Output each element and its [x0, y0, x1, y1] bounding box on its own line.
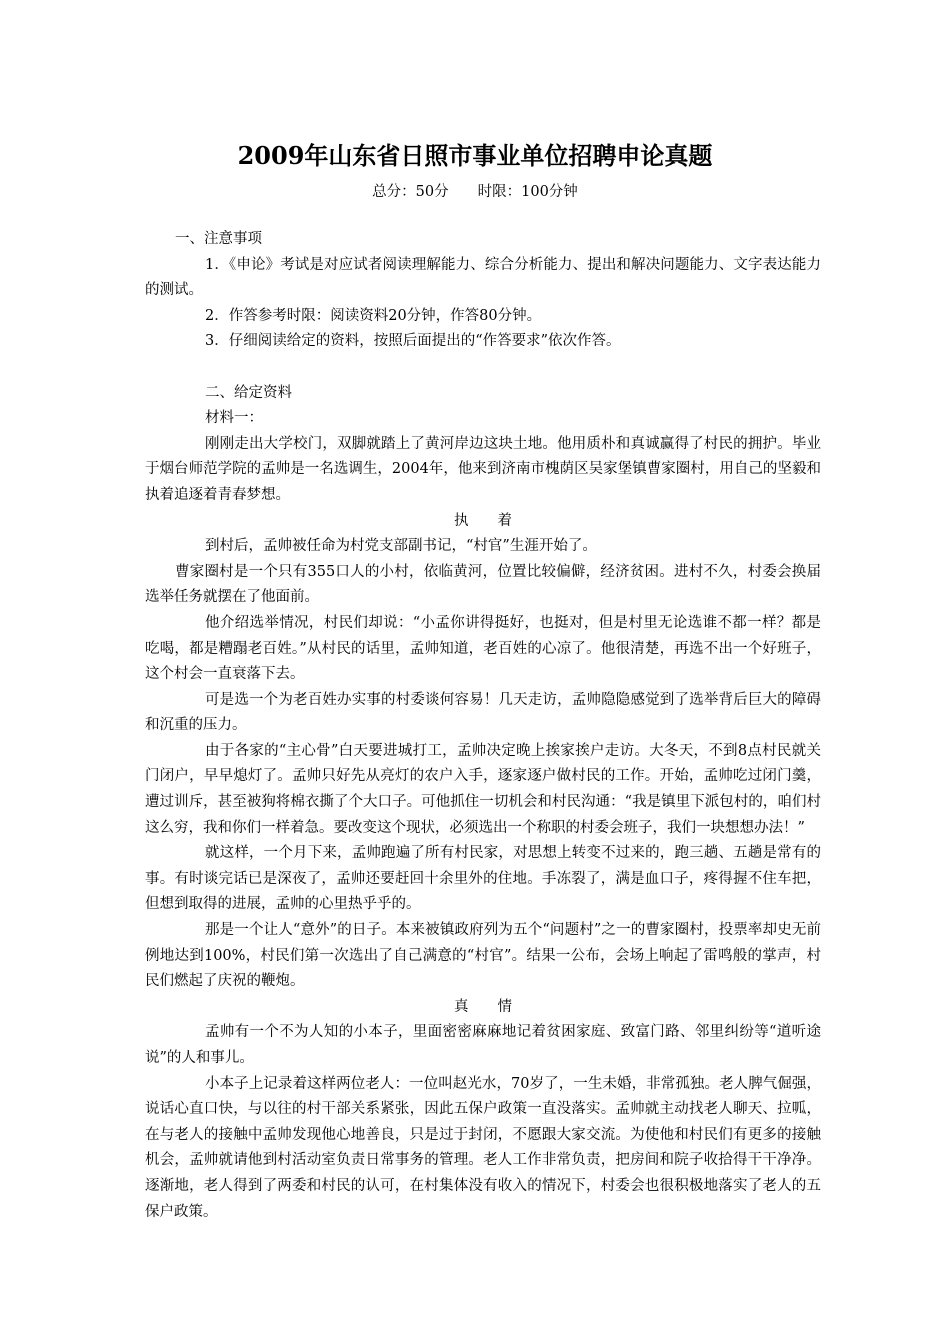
note-item-3: 3．仔细阅读给定的资料，按照后面提出的“作答要求”依次作答。 [205, 333, 621, 350]
section-heading-materials: 二、给定资料 [205, 384, 292, 401]
note-item-1: 1．《申论》考试是对应试者阅读理解能力、综合分析能力、提出和解决问题能力、文字表达能力的测试。 [145, 256, 821, 299]
document-body [145, 227, 821, 1225]
note-item-2: 2．作答参考时限：阅读资料20分钟，作答80分钟。 [205, 307, 542, 324]
subheading-persistence: 执 着 [454, 512, 512, 529]
paragraph: 到村后，孟帅被任命为村党支部副书记，“村官”生涯开始了。 [205, 538, 597, 555]
paragraph: 就这样，一个月下来，孟帅跑遍了所有村民家，对思想上转变不过来的，跑三趟、五趟是常有的事。有时谈完话已是深夜了，孟帅还要赶回十余里外的住地。手冻裂了，满是血口子，疼得握不住车把，但想到取得的进展，孟帅的心里热乎乎的。 [145, 845, 821, 913]
page-title: 2009年山东省日照市事业单位招聘申论真题 [237, 141, 713, 170]
paragraph: 刚刚走出大学校门，双脚就踏上了黄河岸边这块土地。他用质朴和真诚赢得了村民的拥护。毕业于烟台师范学院的孟帅是一名选调生，2004年，他来到济南市槐荫区吴家堡镇曹家圈村，用自己的坚毅和执着追逐着青春梦想。 [145, 435, 821, 503]
paragraph: 那是一个让人“意外”的日子。本来被镇政府列为五个“问题村”之一的曹家圈村，投票率却史无前例地达到100%，村民们第一次选出了自己满意的“村官”。结果一公布，会场上响起了雷鸣般的掌声，村民们燃起了庆祝的鞭炮。 [145, 922, 821, 990]
spacer [145, 355, 821, 381]
material-label: 材料一： [205, 410, 263, 427]
paragraph: 小本子上记录着这样两位老人：一位叫赵光水，70岁了，一生未婚，非常孤独。老人脾气倔强，说话心直口快，与以往的村干部关系紧张，因此五保户政策一直没落实。孟帅就主动找老人聊天、拉呱，在与老人的接触中孟帅发现他心地善良，只是过于封闭，不愿跟大家交流。为使他和村民们有更多的接触机会，孟帅就请他到村活动室负责日常事务的管理。老人工作非常负责，把房间和院子收拾得干干净净。逐渐地，老人得到了两委和村民的认可，在村集体没有收入的情况下，村委会也很积极地落实了老人的五保户政策。 [145, 1075, 821, 1220]
section-heading-notes: 一、注意事项 [175, 231, 262, 247]
paragraph: 可是选一个为老百姓办实事的村委谈何容易！几天走访，孟帅隐隐感觉到了选举背后巨大的障碍和沉重的压力。 [145, 691, 821, 734]
score-time-line: 总分：50分 时限：100分钟 [372, 184, 578, 200]
paragraph: 曹家圈村是一个只有355口人的小村，依临黄河，位置比较偏僻，经济贫困。进村不久，村委会换届选举任务就摆在了他面前。 [145, 563, 821, 606]
paragraph: 孟帅有一个不为人知的小本子，里面密密麻麻地记着贫困家庭、致富门路、邻里纠纷等“道听途说”的人和事儿。 [145, 1024, 821, 1066]
subheading-sincerity: 真 情 [454, 998, 512, 1015]
paragraph: 他介绍选举情况，村民们却说：“小孟你讲得挺好，也挺对，但是村里无论选谁不都一样？都是吃喝，都是糟蹋老百姓。”从村民的话里，孟帅知道，老百姓的心凉了。他很清楚，再选不出一个好班子，这个村会一直衰落下去。 [145, 614, 821, 683]
paragraph: 由于各家的“主心骨”白天要进城打工，孟帅决定晚上挨家挨户走访。大冬天，不到8点村民就关门闭户，早早熄灯了。孟帅只好先从亮灯的农户入手，逐家逐户做村民的工作。开始，孟帅吃过闭门羹，遭过训斥，甚至被狗将棉衣撕了个大口子。可他抓住一切机会和村民沟通：“我是镇里下派包村的，咱们村这么穷，我和你们一样着急。要改变这个现状，必须选出一个称职的村委会班子，我们一块想想办法！” [145, 742, 821, 836]
